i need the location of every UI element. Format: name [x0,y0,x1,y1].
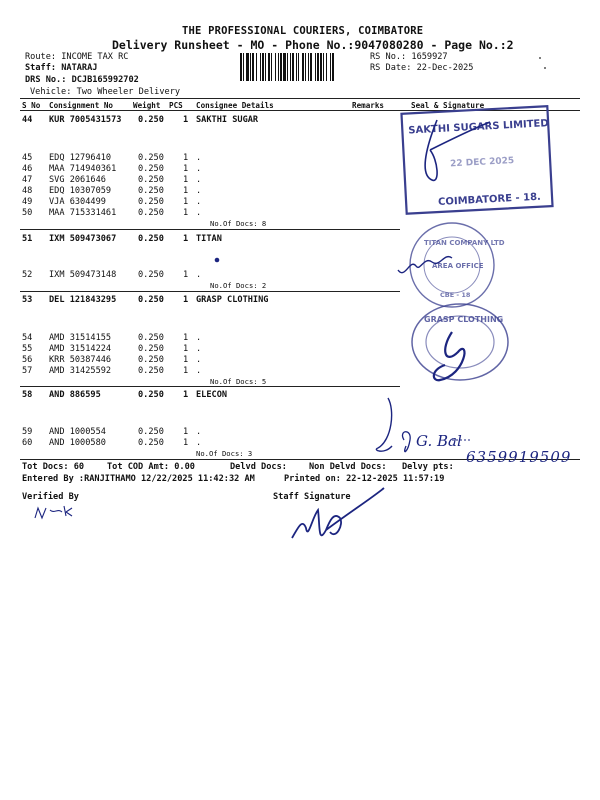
rs-number: RS No.: 1659927 [370,52,448,62]
row-consignee: . [196,153,202,163]
group-doc-count: No.Of Docs: 3 [196,449,253,458]
row-pcs: 1 [183,164,189,174]
vehicle-label: Vehicle: Two Wheeler Delivery [30,87,181,97]
verified-by-label: Verified By [22,492,79,502]
row-sno: 56 [22,355,33,365]
col-seal-signature: Seal & Signature [411,101,485,110]
staff-signature-label: Staff Signature [273,492,351,502]
non-delivered-docs: Non Delvd Docs: [309,462,387,472]
row-consignee: . [196,427,202,437]
total-cod-amount: Tot COD Amt: 0.00 [107,462,195,472]
rs-date: RS Date: 22-Dec-2025 [370,63,474,73]
row-consignment: KRR 50387446 [49,355,112,365]
row-consignment: MAA 715331461 [49,208,117,218]
row-sno: 44 [22,115,33,125]
row-consignee: TITAN [196,234,222,244]
group-doc-count: No.Of Docs: 5 [210,377,267,386]
row-consignment: IXM 509473148 [49,270,117,280]
row-consignment: AMD 31514155 [49,333,112,343]
row-weight: 0.250 [138,366,164,376]
row-weight: 0.250 [138,164,164,174]
row-sno: 50 [22,208,33,218]
row-sno: 55 [22,344,33,354]
row-weight: 0.250 [138,438,164,448]
row-sno: 45 [22,153,33,163]
row-consignment: KUR 7005431573 [49,115,122,125]
runsheet-subtitle: Delivery Runsheet - MO - Phone No.:9047080280 - Page No.:2 [112,38,514,52]
row-pcs: 1 [183,153,189,163]
row-consignee: . [196,366,202,376]
grasp-clothing-stamp [412,304,508,380]
row-pcs: 1 [183,333,189,343]
row-consignee: SAKTHI SUGAR [196,115,259,125]
row-weight: 0.250 [138,153,164,163]
stamp-date: 22 DEC 2025 [449,156,515,170]
row-consignment: IXM 509473067 [49,234,117,244]
row-consignment: MAA 714940361 [49,164,117,174]
row-weight: 0.250 [138,427,164,437]
route-label: Route: INCOME TAX RC [25,52,129,62]
col-pcs: PCS [169,101,183,110]
row-consignee: . [196,186,202,196]
row-pcs: 1 [183,438,189,448]
row-consignee: . [196,333,202,343]
row-pcs: 1 [183,175,189,185]
paper-speck [544,67,546,69]
handwritten-name: G. Bal [416,432,462,450]
row-consignment: AMD 31514224 [49,344,112,354]
row-sno: 48 [22,186,33,196]
row-weight: 0.250 [138,344,164,354]
row-pcs: 1 [183,427,189,437]
signature-stroke [434,332,465,380]
row-pcs: 1 [183,208,189,218]
row-consignment: AND 886595 [49,390,101,400]
col-consignee: Consignee Details [196,101,274,110]
stamp-bottom-text: CBE - 18 [440,291,471,299]
row-sno: 51 [22,234,33,244]
row-weight: 0.250 [138,234,164,244]
staff-label: Staff: NATARAJ [25,63,98,73]
signature-stroke [402,432,410,452]
row-consignee: . [196,175,202,185]
total-docs: Tot Docs: 60 [22,462,85,472]
col-sno: S No [22,101,41,110]
row-weight: 0.250 [138,390,164,400]
delivery-points: Delvy pts: [402,462,454,472]
row-weight: 0.250 [138,295,164,305]
row-consignee: . [196,270,202,280]
ink-dot [215,258,220,263]
drs-number: DRS No.: DCJB165992702 [25,75,139,85]
row-consignee: . [196,208,202,218]
row-consignment: EDQ 12796410 [49,153,112,163]
titan-company-stamp [410,223,505,307]
stamp-city: COIMBATORE - 18. [437,191,542,209]
stamp-center-text: AREA OFFICE [432,262,484,270]
stamp-arc-text: TITAN COMPANY LTD [424,239,505,247]
row-pcs: 1 [183,197,189,207]
col-weight: Weight [133,101,161,110]
handwritten-phone: 6359919509 [466,448,572,466]
row-pcs: 1 [183,115,189,125]
row-consignee: . [196,164,202,174]
row-sno: 46 [22,164,33,174]
row-pcs: 1 [183,186,189,196]
row-sno: 49 [22,197,33,207]
row-consignee: GRASP CLOTHING [196,295,269,305]
row-pcs: 1 [183,295,189,305]
delivered-docs: Delvd Docs: [230,462,287,472]
row-consignment: AND 1000554 [49,427,106,437]
row-pcs: 1 [183,344,189,354]
row-weight: 0.250 [138,208,164,218]
row-weight: 0.250 [138,186,164,196]
row-pcs: 1 [183,366,189,376]
row-consignment: EDQ 10307059 [49,186,112,196]
signature-stroke [376,398,392,451]
row-consignment: AND 1000580 [49,438,106,448]
row-consignee: . [196,355,202,365]
row-sno: 59 [22,427,33,437]
col-remarks: Remarks [352,101,385,110]
stamp-company-name: SAKTHI SUGARS LIMITED [408,118,549,137]
group-doc-count: No.Of Docs: 2 [210,281,267,290]
row-pcs: 1 [183,355,189,365]
row-pcs: 1 [183,234,189,244]
row-weight: 0.250 [138,270,164,280]
row-consignee: . [196,438,202,448]
row-sno: 60 [22,438,33,448]
row-sno: 47 [22,175,33,185]
paper-speck [539,57,541,59]
stamp-arc-text: GRASP CLOTHING [424,315,504,324]
sakthi-sugars-stamp [401,106,553,214]
row-weight: 0.250 [138,333,164,343]
row-sno: 58 [22,390,33,400]
group-doc-count: No.Of Docs: 8 [210,219,267,228]
row-sno: 54 [22,333,33,343]
row-consignment: SVG 2061646 [49,175,106,185]
verifier-initials [35,506,72,518]
row-sno: 53 [22,295,33,305]
row-consignment: VJA 6304499 [49,197,106,207]
row-consignment: AMD 31425592 [49,366,112,376]
row-weight: 0.250 [138,175,164,185]
entered-by: Entered By :RANJITHAMO 12/22/2025 11:42:32 AM [22,474,255,484]
staff-signature-stroke [292,488,384,538]
row-weight: 0.250 [138,197,164,207]
col-consignment: Consignment No [49,101,114,110]
row-consignment: DEL 121843295 [49,295,117,305]
printed-on: Printed on: 22-12-2025 11:57:19 [284,474,445,484]
row-pcs: 1 [183,270,189,280]
row-pcs: 1 [183,390,189,400]
row-weight: 0.250 [138,355,164,365]
row-sno: 57 [22,366,33,376]
row-consignee: . [196,344,202,354]
row-sno: 52 [22,270,33,280]
row-consignee: ELECON [196,390,228,400]
company-title: THE PROFESSIONAL COURIERS, COIMBATORE [182,25,424,37]
row-consignee: . [196,197,202,207]
row-weight: 0.250 [138,115,164,125]
